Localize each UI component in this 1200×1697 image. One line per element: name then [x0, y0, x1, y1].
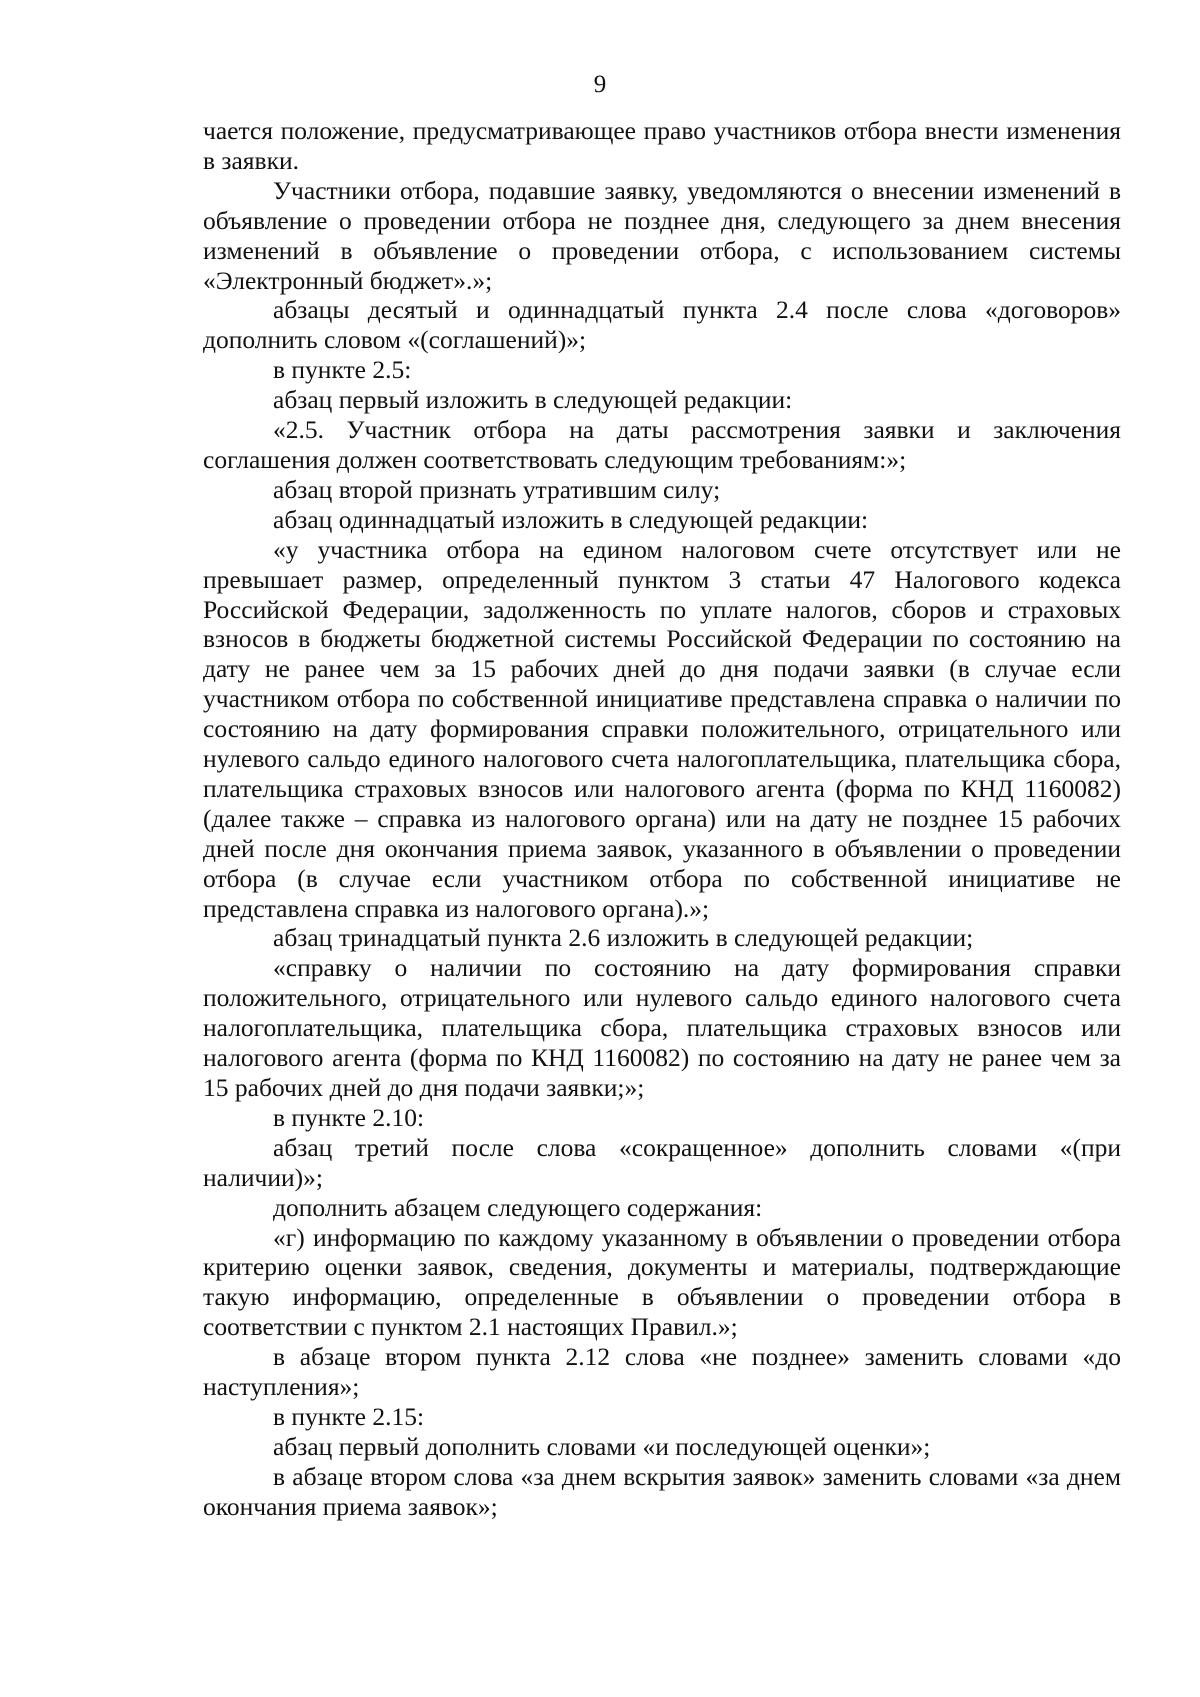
paragraph: в пункте 2.5:: [273, 355, 412, 385]
paragraph: абзацы десятый и одиннадцатый пункта 2.4 после слова «договоров» дополнить словом «(соглашений)»;: [203, 295, 1121, 355]
paragraph: в абзаце втором пункта 2.12 слова «не позднее» заменить словами «до наступления»;: [203, 1342, 1121, 1402]
paragraph: Участники отбора, подавшие заявку, уведомляются о внесении изменений в объявление о проведении отбора не позднее дня, следующего за днем внесения изменений в объявление о проведении отбора, с использованием системы «Электронный бюджет».»;: [203, 175, 1121, 295]
paragraph: в пункте 2.10:: [273, 1102, 425, 1132]
paragraph: в пункте 2.15:: [273, 1401, 425, 1431]
paragraph: в абзаце втором слова «за днем вскрытия заявок» заменить словами «за днем окончания приема заявок»;: [203, 1461, 1121, 1521]
paragraph: чается положение, предусматривающее право участников отбора внести изменения в заявки.: [203, 116, 1121, 175]
paragraph: абзац второй признать утратившим силу;: [273, 474, 721, 504]
document-body: [203, 116, 1121, 1522]
paragraph: «справку о наличии по состоянию на дату формирования справки положительного, отрицательного или нулевого сальдо единого налогового счета налогоплательщика, плательщика сбора, плательщика страховых взносов или налогового агента (форма по КНД 1160082) по состоянию на дату не ранее чем за 15 рабочих дней до дня подачи заявки;»;: [203, 953, 1121, 1102]
paragraph: абзац первый изложить в следующей редакции:: [273, 385, 793, 415]
paragraph: абзац одиннадцатый изложить в следующей редакции:: [273, 504, 869, 534]
paragraph: абзац первый дополнить словами «и последующей оценки»;: [273, 1431, 931, 1461]
paragraph: «г) информацию по каждому указанному в объявлении о проведении отбора критерию оценки заявок, сведения, документы и материалы, подтверждающие такую информацию, определенные в объявлении о проведении отбора в соответствии с пунктом 2.1 настоящих Правил.»;: [203, 1222, 1121, 1342]
paragraph: абзац третий после слова «сокращенное» дополнить словами «(при наличии)»;: [203, 1132, 1121, 1192]
paragraph: «2.5. Участник отбора на даты рассмотрения заявки и заключения соглашения должен соответствовать следующим требованиям:»;: [203, 415, 1121, 474]
paragraph: абзац тринадцатый пункта 2.6 изложить в следующей редакции;: [273, 923, 974, 953]
paragraph: «у участника отбора на едином налоговом счете отсутствует или не превышает размер, определенный пунктом 3 статьи 47 Налогового кодекса Российской Федерации, задолженность по уплате налогов, сборов и страховых взносов в бюджеты бюджетной системы Российской Федерации по состоянию на дату не ранее чем за 15 рабочих дней до дня подачи заявки (в случае если участником отбора по собственной инициативе представлена справка о наличии по состоянию на дату формирования справки положительного, отрицательного или нулевого сальдо единого налогового счета налогоплательщика, плательщика сбора, плательщика страховых взносов или налогового агента (форма по КНД 1160082) (далее также – справка из налогового органа) или на дату не позднее 15 рабочих дней после дня окончания приема заявок, указанного в объявлении о проведении отбора (в случае если участником отбора по собственной инициативе не представлена справка из налогового органа).»;: [203, 534, 1121, 923]
page-number: 9: [593, 71, 607, 98]
paragraph: дополнить абзацем следующего содержания:: [273, 1192, 763, 1222]
